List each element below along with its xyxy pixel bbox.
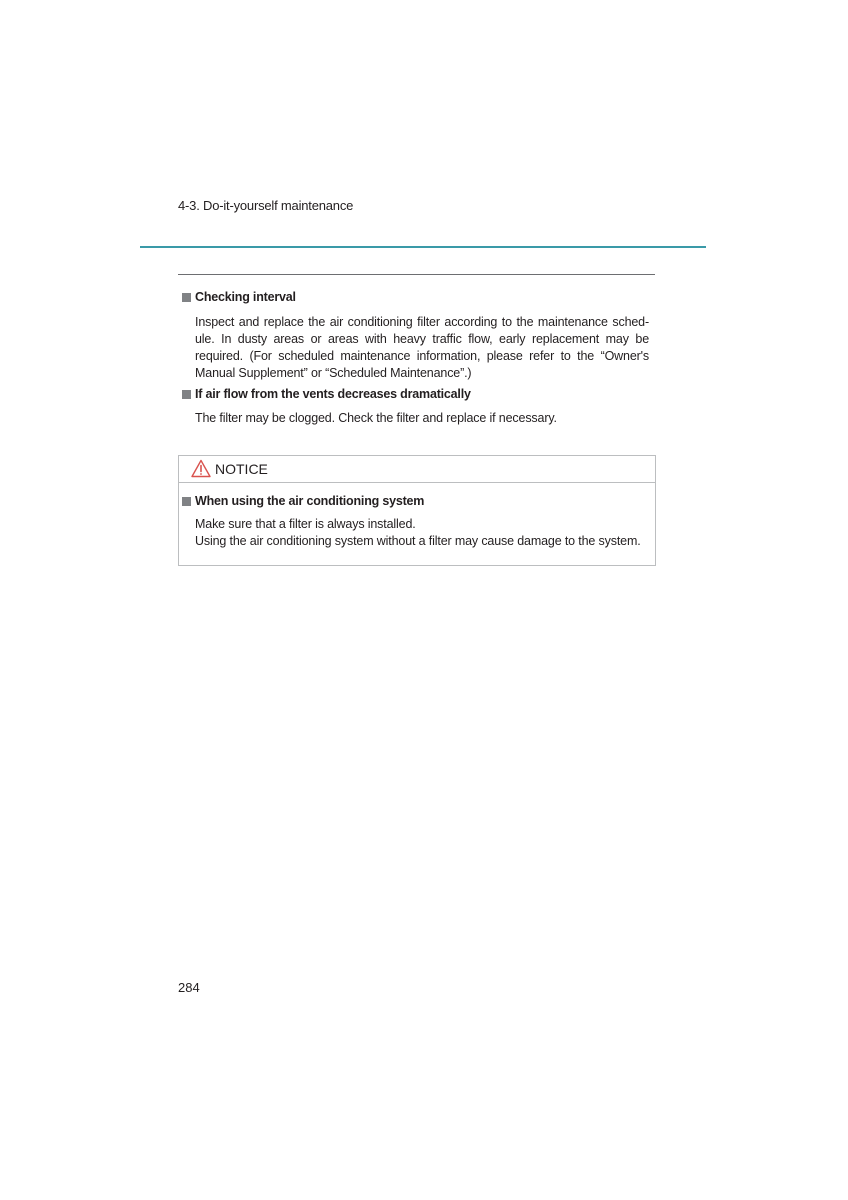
square-bullet-icon: [182, 293, 191, 302]
section-heading-checking-interval: [182, 290, 296, 304]
section-heading-air-flow: [182, 387, 471, 401]
body-line: Inspect and replace the air conditioning filter according to the maintenance sched-: [195, 315, 649, 329]
header-rule: [140, 246, 706, 248]
notice-line: Using the air conditioning system without a filter may cause damage to the system.: [195, 534, 641, 548]
page-number: 284: [178, 980, 200, 995]
body-line: required. (For scheduled maintenance information, please refer to the “Owner's: [195, 349, 649, 363]
body-line: The filter may be clogged. Check the filter and replace if necessary.: [195, 411, 557, 425]
notice-body: [195, 516, 653, 550]
notice-heading: [182, 494, 424, 508]
notice-heading-text: When using the air conditioning system: [195, 494, 425, 508]
section-heading-text: If air flow from the vents decreases dramatically: [195, 387, 471, 401]
section-body-checking-interval: [195, 314, 649, 382]
body-line: Manual Supplement” or “Scheduled Maintenance”.): [195, 366, 472, 380]
section-header: 4-3. Do-it-yourself maintenance: [178, 198, 354, 213]
square-bullet-icon: [182, 390, 191, 399]
content-top-rule: [178, 274, 655, 275]
notice-line: Make sure that a filter is always installed.: [195, 517, 416, 531]
notice-title: NOTICE: [215, 461, 268, 477]
notice-box: [178, 455, 656, 566]
square-bullet-icon: [182, 497, 191, 506]
body-line: ule. In dusty areas or areas with heavy traffic flow, early replacement may be: [195, 332, 649, 346]
notice-header: [179, 456, 655, 483]
section-heading-text: Checking interval: [195, 290, 296, 304]
warning-triangle-icon: [191, 459, 211, 483]
section-body-air-flow: [195, 410, 649, 427]
